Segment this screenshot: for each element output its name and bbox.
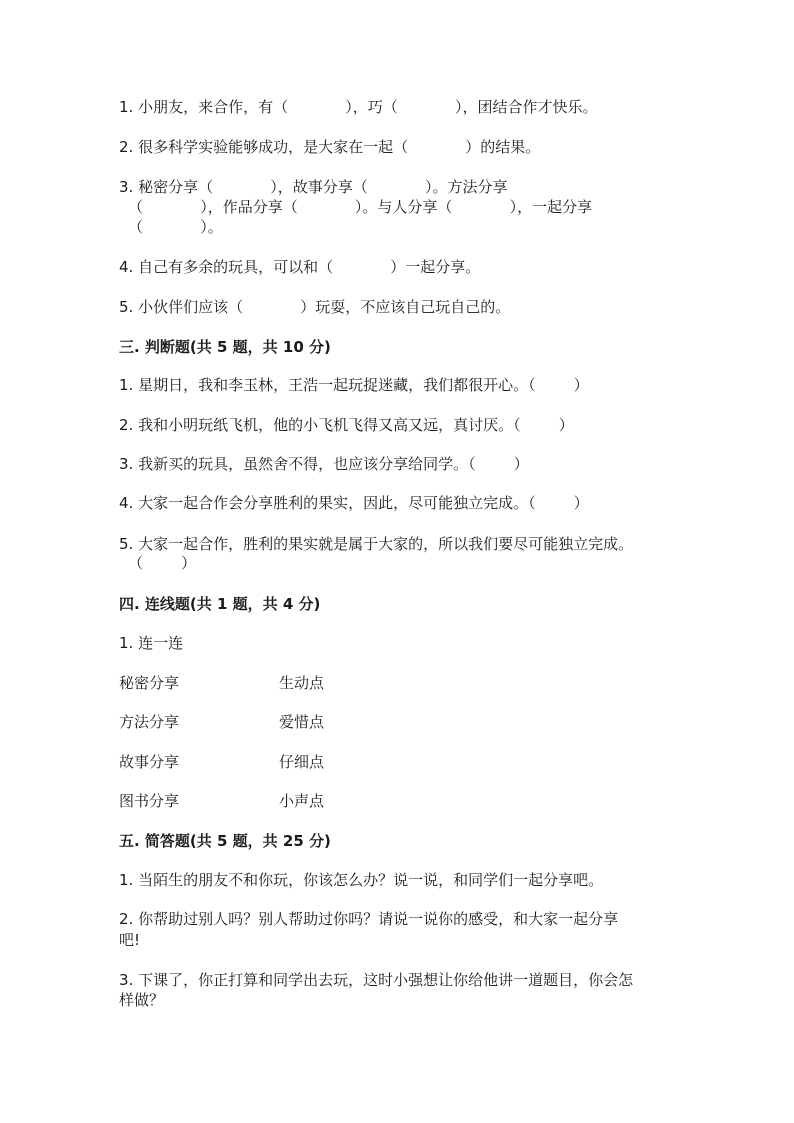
short-question-1: 1. 当陌生的朋友不和你玩，你该怎么办？说一说，和同学们一起分享吧。	[119, 871, 604, 889]
fill-question-1: 1. 小朋友，来合作，有（ ），巧（ ），团结合作才快乐。	[119, 98, 598, 116]
fill-question-3-line-2: （ ），作品分享（ ）。与人分享（ ），一起分享	[128, 198, 593, 216]
fill-question-2: 2. 很多科学实验能够成功，是大家在一起（ ）的结果。	[119, 138, 541, 156]
match-right-item: 小声点	[279, 792, 325, 810]
short-question-3-line-2: 样做？	[119, 991, 165, 1009]
section-heading-judge: 三. 判断题(共 5 题，共 10 分)	[119, 338, 331, 356]
fill-question-4: 4. 自己有多余的玩具，可以和（ ）一起分享。	[119, 258, 481, 276]
match-right-item: 爱惜点	[279, 713, 325, 731]
section-heading-short-answer: 五. 简答题(共 5 题，共 25 分)	[119, 832, 331, 850]
judge-question-5-line-1: 5. 大家一起合作，胜利的果实就是属于大家的，所以我们要尽可能独立完成。	[119, 535, 634, 553]
match-right-item: 生动点	[279, 674, 325, 692]
short-question-3-line-1: 3. 下课了，你正打算和同学出去玩，这时小强想让你给他讲一道题目，你会怎	[119, 971, 634, 989]
match-right-item: 仔细点	[279, 753, 325, 771]
judge-question-4: 4. 大家一起合作会分享胜利的果实，因此，尽可能独立完成。（ ）	[119, 494, 589, 512]
section-heading-match: 四. 连线题(共 1 题，共 4 分)	[119, 595, 321, 613]
fill-question-5: 5. 小伙伴们应该（ ）玩耍，不应该自己玩自己的。	[119, 298, 511, 316]
judge-question-2: 2. 我和小明玩纸飞机，他的小飞机飞得又高又远，真讨厌。（ ）	[119, 416, 574, 434]
judge-question-1: 1. 星期日，我和李玉林，王浩一起玩捉迷藏，我们都很开心。（ ）	[119, 376, 589, 394]
fill-question-3-line-1: 3. 秘密分享（ ），故事分享（ ）。方法分享	[119, 178, 508, 196]
judge-question-3: 3. 我新买的玩具，虽然舍不得，也应该分享给同学。（ ）	[119, 455, 529, 473]
match-left-item: 故事分享	[119, 753, 180, 771]
match-question-1: 1. 连一连	[119, 634, 184, 652]
match-left-item: 方法分享	[119, 713, 180, 731]
match-left-item: 图书分享	[119, 792, 180, 810]
judge-question-5-line-2: （ ）	[128, 554, 197, 572]
short-question-2-line-2: 吧!	[119, 931, 141, 949]
fill-question-3-line-3: （ ）。	[128, 218, 223, 236]
short-question-2-line-1: 2. 你帮助过别人吗？别人帮助过你吗？请说一说你的感受，和大家一起分享	[119, 910, 619, 928]
match-left-item: 秘密分享	[119, 674, 180, 692]
